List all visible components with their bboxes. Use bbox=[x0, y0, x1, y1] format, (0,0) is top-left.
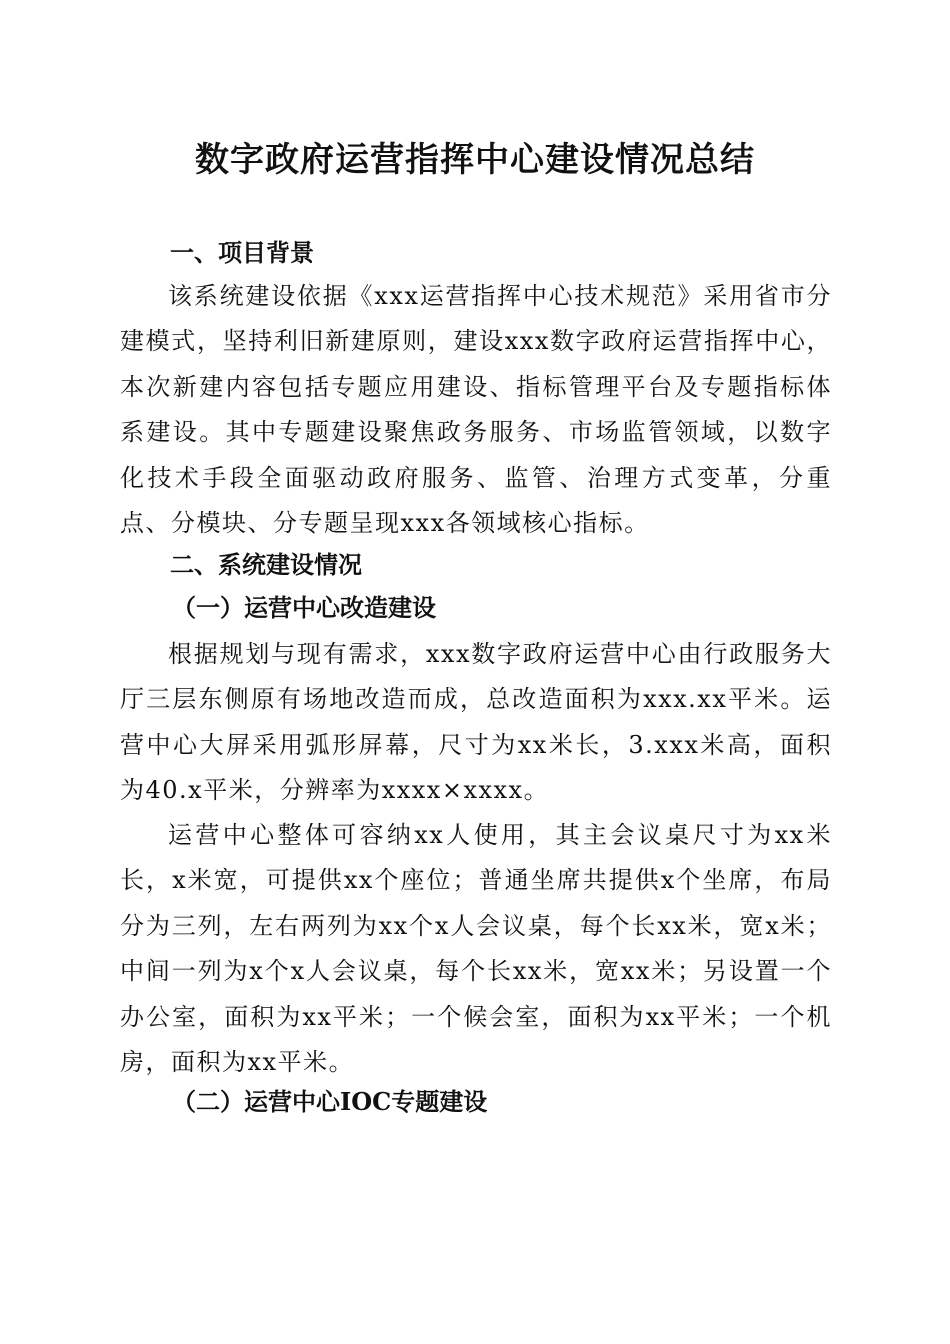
paragraph-background: 该系统建设依据《xxx运营指挥中心技术规范》采用省市分建模式，坚持利旧新建原则，建设xxx数字政府运营指挥中心，本次新建内容包括专题应用建设、指标管理平台及专题指标体系建设。其中专题建设聚焦政务服务、市场监管领域，以数字化技术手段全面驱动政府服务、监管、治理方式变革，分重点、分模块、分专题呈现xxx各领域核心指标。 bbox=[120, 282, 832, 538]
document-title: 数字政府运营指挥中心建设情况总结 bbox=[195, 140, 755, 180]
paragraph-renovation-area: 根据规划与现有需求，xxx数字政府运营中心由行政服务大厅三层东侧原有场地改造而成，总改造面积为xxx.xx平米。运营中心大屏采用弧形屏幕，尺寸为xx米长，3.xxx米高，面积为40.x平米，分辨率为xxxx×xxxx。 bbox=[120, 640, 832, 805]
subsection-heading-ioc: （二）运营中心IOC专题建设 bbox=[172, 1087, 488, 1116]
subsection-heading-renovation: （一）运营中心改造建设 bbox=[172, 593, 436, 622]
paragraph-renovation-seating: 运营中心整体可容纳xx人使用，其主会议桌尺寸为xx米长，x米宽，可提供xx个座位；普通坐席共提供x个坐席，布局分为三列，左右两列为xx个x人会议桌，每个长xx米，宽x米；中间一列为x个x人会议桌，每个长xx米，宽xx米；另设置一个办公室，面积为xx平米；一个候会室，面积为xx平米；一个机房，面积为xx平米。 bbox=[120, 821, 832, 1077]
section-heading-system-construction: 二、系统建设情况 bbox=[170, 551, 362, 579]
section-heading-background: 一、项目背景 bbox=[170, 239, 314, 267]
